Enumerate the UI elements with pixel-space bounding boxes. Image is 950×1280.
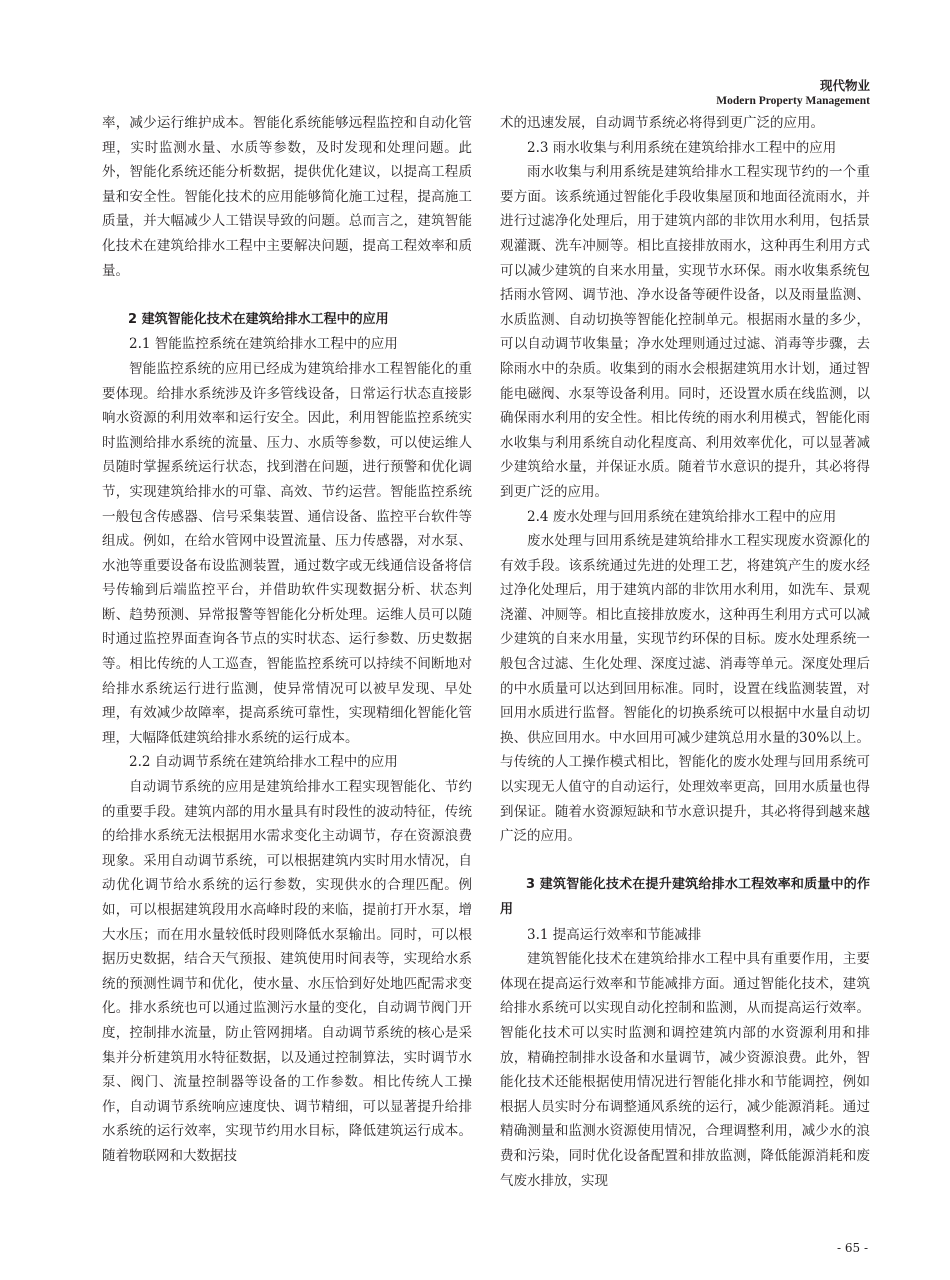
left-column xyxy=(102,111,472,1169)
subsection-2-1-heading: 2.1 智能监控系统在建筑给排水工程中的应用 xyxy=(129,336,398,353)
subsection-2-2-paragraph: 自动调节系统的应用是建筑给排水工程实现智能化、节约的重要手段。建筑内部的用水量具有时段性的波动特征，传统的给排水系统无法根据用水需求变化主动调节，存在资源浪费现象。采用自动调节系统，可以根据建筑内实时用水情况，自动优化调节给水系统的运行参数，实现供水的合理匹配。例如，可以根据建筑段用水高峰时段的来临，提前打开水泵，增大水压；而在用水量较低时段则降低水泵输出。同时，可以根据历史数据，结合天气预报、建筑使用时间表等，实现给水系统的预测性调节和优化，使水量、水压恰到好处地匹配需求变化。排水系统也可以通过监测污水量的变化，自动调节阀门开度，控制排水流量，防止管网拥堵。自动调节系统的核心是采集并分析建筑用水特征数据，以及通过控制算法，实时调节水泵、阀门、流量控制器等设备的工作参数。相比传统人工操作，自动调节系统响应速度快、调节精细，可以显著提升给排水系统的运行效率，实现节约用水目标，降低建筑运行成本。随着物联网和大数据技 xyxy=(102,779,472,1164)
subsection-3-1-paragraph: 建筑智能化技术在建筑给排水工程中具有重要作用，主要体现在提高运行效率和节能减排方面。通过智能化技术，建筑给排水系统可以实现自动化控制和监测，从而提高运行效率。智能化技术可以实时监测和调控建筑内部的水资源利用和排放，精确控制排水设备和水量调节，减少资源浪费。此外，智能化技术还能根据使用情况进行智能化排水和节能调控，例如根据人员实时分布调整通风系统的运行，减少能源消耗。通过精确测量和监测水资源使用情况，合理调整利用，减少水的浪费和污染，同时优化设备配置和排放监测，降低能源消耗和废气废水排放，实现 xyxy=(500,951,870,1189)
subsection-2-3-paragraph: 雨水收集与利用系统是建筑给排水工程实现节约的一个重要方面。该系统通过智能化手段收集屋顶和地面径流雨水，并进行过滤净化处理后，用于建筑内部的非饮用水利用，包括景观灌溉、洗车冲厕等。相比直接排放雨水，这种再生利用方式可以减少建筑的自来水用量，实现节水环保。雨水收集系统包括雨水管网、调节池、净水设备等硬件设备，以及雨量监测、水质监测、自动切换等智能化控制单元。根据雨水量的多少，可以自动调节收集量；净水处理则通过过滤、消毒等步骤，去除雨水中的杂质。收集到的雨水会根据建筑用水计划，通过智能电磁阀、水泵等设备利用。同时，还设置水质在线监测，以确保雨水利用的安全性。相比传统的雨水利用模式，智能化雨水收集与利用系统自动化程度高、利用效率优化，可以显著减少建筑给水量，并保证水质。随着节水意识的提升，其必将得到更广泛的应用。 xyxy=(500,164,870,500)
subsection-2-3-heading: 2.3 雨水收集与利用系统在建筑给排水工程中的应用 xyxy=(527,139,837,156)
section-3-heading: 3 建筑智能化技术在提升建筑给排水工程效率和质量中的作用 xyxy=(500,877,870,917)
subsection-2-2-heading: 2.2 自动调节系统在建筑给排水工程中的应用 xyxy=(129,754,398,771)
subsection-2-2-continuation: 术的迅速发展，自动调节系统必将得到更广泛的应用。 xyxy=(500,115,824,131)
subsection-2-1-paragraph: 智能监控系统的应用已经成为建筑给排水工程智能化的重要体现。给排水系统涉及许多管线设备，日常运行状态直接影响水资源的利用效率和运行安全。因此，利用智能监控系统实时监测给排水系统的流量、压力、水质等参数，可以使运维人员随时掌握系统运行状态，找到潜在问题，进行预警和优化调节，实现建筑给排水的可靠、高效、节约运营。智能监控系统一般包含传感器、信号采集装置、通信设备、监控平台软件等组成。例如，在给水管网中设置流量、压力传感器，对水泵、水池等重要设备布设监测装置，通过数字或无线通信设备将信号传输到后端监控平台，并借助软件实现数据分析、状态判断、趋势预测、异常报警等智能化分析处理。运维人员可以随时通过监控界面查询各节点的实时状态、运行参数、历史数据等。相比传统的人工巡查，智能监控系统可以持续不间断地对给排水系统运行进行监测，使异常情况可以被早发现、早处理，有效减少故障率，提高系统可靠性，实现精细化智能化管理，大幅降低建筑给排水系统的运行成本。 xyxy=(102,360,472,746)
section-gap xyxy=(500,849,870,874)
subsection-2-4-heading: 2.4 废水处理与回用系统在建筑给排水工程中的应用 xyxy=(527,508,837,525)
journal-title-cn: 现代物业 xyxy=(819,78,870,93)
section-2-heading: 2 建筑智能化技术在建筑给排水工程中的应用 xyxy=(128,311,389,327)
right-column xyxy=(500,111,870,1193)
subsection-2-4-paragraph: 废水处理与回用系统是建筑给排水工程实现废水资源化的有效手段。该系统通过先进的处理工艺，将建筑产生的废水经过净化处理后，用于建筑内部的非饮用水利用，如洗车、景观浇灌、冲厕等。相比直接排放废水，这种再生利用方式可以减少建筑的自来水用量，实现节约环保的目标。废水处理系统一般包含过滤、生化处理、深度过滤、消毒等单元。深度处理后的中水质量可以达到回用标准。同时，设置在线监测装置，对回用水质进行监督。智能化的切换系统可以根据中水量自动切换、供应回用水。中水回用可减少建筑总用水量的30%以上。与传统的人工操作模式相比，智能化的废水处理与回用系统可以实现无人值守的自动运行，处理效率更高，回用水质量也得到保证。随着水资源短缺和节水意识提升，其必将得到越来越广泛的应用。 xyxy=(500,533,870,845)
page-number: - 65 - xyxy=(836,1241,868,1255)
subsection-3-1-heading: 3.1 提高运行效率和节能减排 xyxy=(527,926,702,943)
journal-header xyxy=(716,78,870,108)
section-gap xyxy=(102,283,472,308)
journal-title-en: Modern Property Management xyxy=(716,95,870,107)
intro-continuation-paragraph: 率，减少运行维护成本。智能化系统能够远程监控和自动化管理，实时监测水量、水质等参数，及时发现和处理问题。此外，智能化系统还能分析数据，提供优化建议，以提高工程质量和安全性。智能化技术的应用能够简化施工过程，提高施工质量，并大幅减少人工错误导致的问题。总而言之，建筑智能化技术在建筑给排水工程中主要解决问题，提高工程效率和质量。 xyxy=(102,115,472,279)
